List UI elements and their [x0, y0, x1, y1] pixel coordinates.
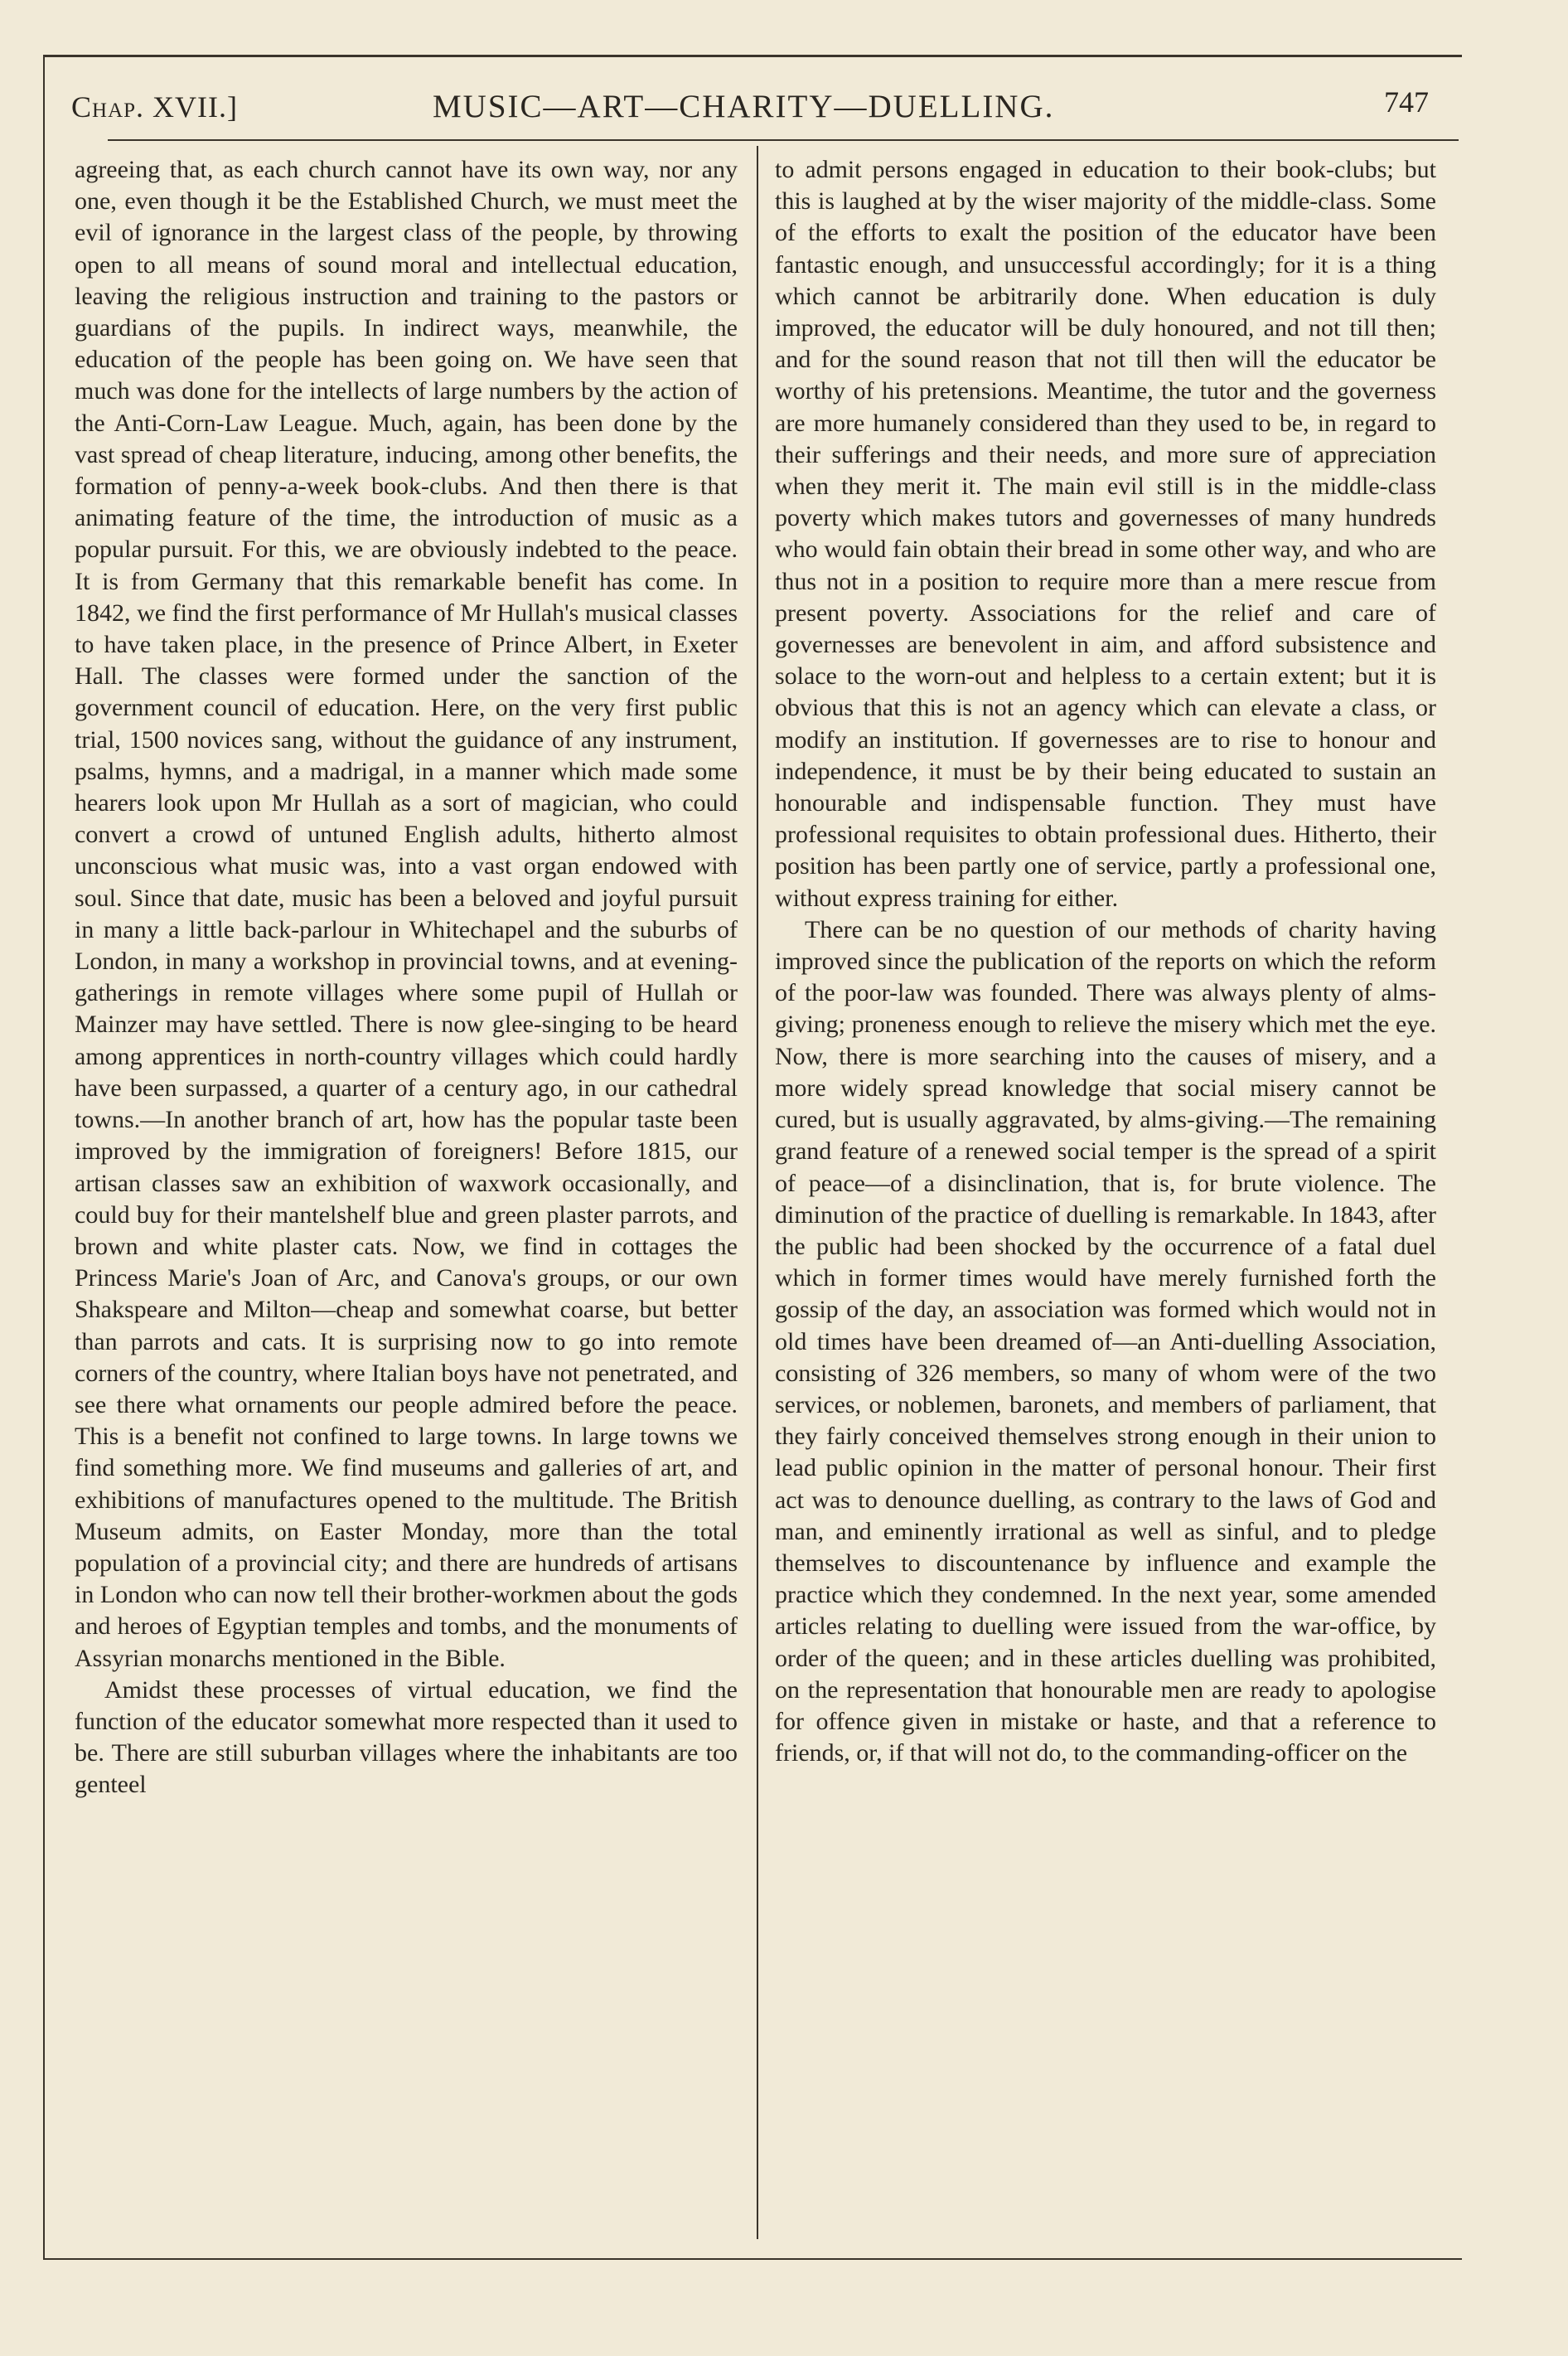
running-title: MUSIC—ART—CHARITY—DUELLING.	[433, 89, 1055, 124]
paragraph: Amidst these processes of virtual education, we find the function of the educator somewhat more respected than it used to be. There are still suburban villages where the inhabitants are too genteel	[75, 1675, 738, 1799]
paragraph: to admit persons engaged in education to their book-clubs; but this is laughed at by the wiser majority of the middle-class. Some of the efforts to exalt the position of the educator have been fantastic enough, and unsuccessful accordingly; for it is a thing which cannot be arbitrarily done. When education is duly improved, the educator will be duly honoured, and not till then; and for the sound reason that not till then will the educator be worthy of his pretensions. Meantime, the tutor and the governess are more humanely considered than they used to be, in regard to their sufferings and their needs, and more sure of appreciation when they merit it. The main evil still is in the middle-class poverty which makes tutors and governesses of many hundreds who would fain obtain their bread in some other way, and who are thus not in a position to require more than a mere rescue from present poverty. Associations for the relief and care of governesses are benevolent in aim, and afford subsistence and solace to the worn-out and helpless to a certain extent; but it is obvious that this is not an agency which can elevate a class, or modify an institution. If governesses are to rise to honour and independence, it must be by their being educated to sustain an honourable and indispensable function. They must have professional requisites to obtain professional dues. Hitherto, their position has been partly one of service, partly a professional one, without express training for either.	[775, 156, 1436, 912]
right-column	[775, 154, 1436, 1769]
chapter-label: Chap. XVII.]	[71, 90, 238, 124]
page-number: 747	[1384, 85, 1429, 119]
header-rule	[108, 139, 1459, 141]
running-head	[50, 83, 1459, 133]
left-column	[75, 154, 738, 1801]
paragraph: agreeing that, as each church cannot have its own way, nor any one, even though it be the Established Church, we must meet the evil of ignorance in the largest class of the people, by throwing open to all means of sound moral and intellectual education, leaving the religious instruction and training to the pastors or guardians of the pupils. In indirect ways, meanwhile, the education of the people has been going on. We have seen that much was done for the intellects of large numbers by the action of the Anti-Corn-Law League. Much, again, has been done by the vast spread of cheap literature, inducing, among other benefits, the formation of penny-a-week book-clubs. And then there is that animating feature of the time, the introduction of music as a popular pursuit. For this, we are obviously indebted to the peace. It is from Germany that this remarkable benefit has come. In 1842, we find the first performance of Mr Hullah's musical classes to have taken place, in the presence of Prince Albert, in Exeter Hall. The classes were formed under the sanction of the government council of education. Here, on the very first public trial, 1500 novices sang, without the guidance of any instrument, psalms, hymns, and a madrigal, in a manner which made some hearers look upon Mr Hullah as a sort of magician, who could convert a crowd of untuned English adults, hitherto almost unconscious what music was, into a vast organ endowed with soul. Since that date, music has been a beloved and joyful pursuit in many a little back-parlour in Whitechapel and the suburbs of London, in many a workshop in provincial towns, and at evening-gatherings in remote villages where some pupil of Hullah or Mainzer may have settled. There is now glee-singing to be heard among apprentices in north-country villages which could hardly have been surpassed, a quarter of a century ago, in our cathedral towns.—In another branch of art, how has the popular taste been improved by the immigration of foreigners! Before 1815, our artisan classes saw an exhibition of waxwork occasionally, and could buy for their mantelshelf blue and green plaster parrots, and brown and white plaster cats. Now, we find in cottages the Princess Marie's Joan of Arc, and Canova's groups, or our own Shakspeare and Milton—cheap and somewhat coarse, but better than parrots and cats. It is surprising now to go into remote corners of the country, where Italian boys have not penetrated, and see there what ornaments our people admired before the peace. This is a benefit not confined to large towns. In large towns we find something more. We find museums and galleries of art, and exhibitions of manufactures opened to the multitude. The British Museum admits, on Easter Monday, more than the total population of a provincial city; and there are hundreds of artisans in London who can now tell their brother-workmen about the gods and heroes of Egyptian temples and tombs, and the monuments of Assyrian monarchs mentioned in the Bible.	[75, 156, 738, 1672]
paragraph: There can be no question of our methods of charity having improved since the publication of the reports on which the reform of the poor-law was founded. There was always plenty of alms-giving; proneness enough to relieve the misery which met the eye. Now, there is more searching into the causes of misery, and a more widely spread knowledge that social misery cannot be cured, but is usually aggravated, by alms-giving.—The remaining grand feature of a renewed social temper is the spread of a spirit of peace—of a disinclination, that is, for brute violence. The diminution of the practice of duelling is remarkable. In 1843, after the public had been shocked by the occurrence of a fatal duel which in former times would have merely furnished forth the gossip of the day, an association was formed which would not in old times have been dreamed of—an Anti-duelling Association, consisting of 326 members, so many of whom were of the two services, or noblemen, baronets, and members of parliament, that they fairly conceived themselves strong enough in their union to lead public opinion in the matter of personal honour. Their first act was to denounce duelling, as contrary to the laws of God and man, and eminently irrational as well as sinful, and to pledge themselves to discountenance by influence and example the practice which they condemned. In the next year, some amended articles relating to duelling were issued from the war-office, by order of the queen; and in these articles duelling was prohibited, on the representation that honourable men are ready to apologise for offence given in mistake or haste, and that a reference to friends, or, if that will not do, to the commanding-officer on the	[775, 915, 1436, 1767]
column-divider	[757, 146, 758, 2239]
